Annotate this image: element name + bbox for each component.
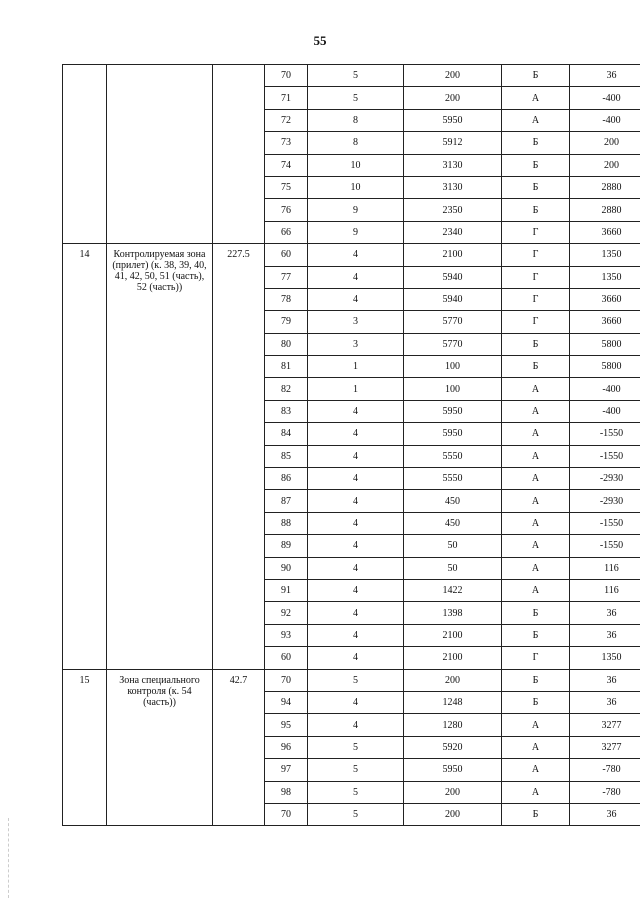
point-number: 79 <box>265 311 308 333</box>
row-letter: Б <box>502 333 570 355</box>
row-letter: А <box>502 378 570 400</box>
point-number: 98 <box>265 781 308 803</box>
coordinate-value: 1280 <box>404 714 502 736</box>
zone-area <box>213 65 265 244</box>
coordinate-value: 2100 <box>404 244 502 266</box>
row-letter: А <box>502 109 570 131</box>
axis-value: 9 <box>308 221 404 243</box>
row-letter: Г <box>502 266 570 288</box>
point-number: 80 <box>265 333 308 355</box>
coordinate-value: 1398 <box>404 602 502 624</box>
row-letter: А <box>502 535 570 557</box>
axis-value: 4 <box>308 557 404 579</box>
axis-value: 8 <box>308 109 404 131</box>
row-letter: А <box>502 781 570 803</box>
point-number: 70 <box>265 65 308 87</box>
point-number: 83 <box>265 400 308 422</box>
axis-value: 4 <box>308 423 404 445</box>
offset-value: 1350 <box>570 647 640 669</box>
offset-value: 3277 <box>570 736 640 758</box>
table-row <box>63 669 640 691</box>
coordinate-value: 200 <box>404 65 502 87</box>
offset-value: 36 <box>570 803 640 825</box>
axis-value: 5 <box>308 65 404 87</box>
point-number: 94 <box>265 691 308 713</box>
point-number: 97 <box>265 759 308 781</box>
axis-value: 10 <box>308 154 404 176</box>
coordinate-value: 5940 <box>404 288 502 310</box>
row-letter: Г <box>502 221 570 243</box>
coordinate-value: 1422 <box>404 579 502 601</box>
zone-coordinates-table <box>62 64 640 826</box>
zone-number: 15 <box>63 669 107 826</box>
axis-value: 1 <box>308 356 404 378</box>
axis-value: 4 <box>308 691 404 713</box>
offset-value: 2880 <box>570 199 640 221</box>
axis-value: 5 <box>308 736 404 758</box>
point-number: 72 <box>265 109 308 131</box>
offset-value: -400 <box>570 109 640 131</box>
axis-value: 5 <box>308 759 404 781</box>
point-number: 87 <box>265 490 308 512</box>
axis-value: 4 <box>308 445 404 467</box>
row-letter: А <box>502 87 570 109</box>
row-letter: Г <box>502 288 570 310</box>
coordinate-value: 5770 <box>404 333 502 355</box>
zone-description: Контролируемая зона (прилет) (к. 38, 39, 40, 41, 42, 50, 51 (часть), 52 (часть)) <box>107 244 213 669</box>
point-number: 96 <box>265 736 308 758</box>
offset-value: -400 <box>570 87 640 109</box>
point-number: 70 <box>265 669 308 691</box>
offset-value: 5800 <box>570 356 640 378</box>
coordinate-value: 450 <box>404 512 502 534</box>
axis-value: 4 <box>308 624 404 646</box>
zone-description: Зона специального контроля (к. 54 (часть)) <box>107 669 213 826</box>
point-number: 95 <box>265 714 308 736</box>
axis-value: 4 <box>308 647 404 669</box>
row-letter: Б <box>502 176 570 198</box>
coordinate-value: 5950 <box>404 109 502 131</box>
zone-area: 42.7 <box>213 669 265 826</box>
offset-value: -1550 <box>570 445 640 467</box>
coordinate-value: 50 <box>404 557 502 579</box>
point-number: 84 <box>265 423 308 445</box>
axis-value: 4 <box>308 579 404 601</box>
point-number: 70 <box>265 803 308 825</box>
offset-value: -400 <box>570 400 640 422</box>
row-letter: Б <box>502 154 570 176</box>
coordinate-value: 5920 <box>404 736 502 758</box>
offset-value: 36 <box>570 624 640 646</box>
row-letter: Б <box>502 199 570 221</box>
point-number: 88 <box>265 512 308 534</box>
axis-value: 4 <box>308 244 404 266</box>
offset-value: 116 <box>570 557 640 579</box>
point-number: 90 <box>265 557 308 579</box>
coordinate-value: 450 <box>404 490 502 512</box>
axis-value: 4 <box>308 602 404 624</box>
row-letter: Б <box>502 624 570 646</box>
coordinate-value: 200 <box>404 87 502 109</box>
row-letter: А <box>502 445 570 467</box>
point-number: 78 <box>265 288 308 310</box>
row-letter: А <box>502 714 570 736</box>
row-letter: Г <box>502 311 570 333</box>
point-number: 60 <box>265 244 308 266</box>
point-number: 81 <box>265 356 308 378</box>
point-number: 71 <box>265 87 308 109</box>
coordinate-value: 5950 <box>404 400 502 422</box>
axis-value: 9 <box>308 199 404 221</box>
point-number: 60 <box>265 647 308 669</box>
coordinate-value: 200 <box>404 781 502 803</box>
point-number: 73 <box>265 132 308 154</box>
row-letter: Б <box>502 669 570 691</box>
coordinate-value: 100 <box>404 378 502 400</box>
scan-artifact <box>8 818 10 898</box>
table-body <box>63 65 640 826</box>
offset-value: 200 <box>570 154 640 176</box>
offset-value: 36 <box>570 65 640 87</box>
axis-value: 4 <box>308 468 404 490</box>
zone-number: 14 <box>63 244 107 669</box>
point-number: 77 <box>265 266 308 288</box>
axis-value: 4 <box>308 512 404 534</box>
row-letter: Г <box>502 647 570 669</box>
offset-value: 200 <box>570 132 640 154</box>
coordinate-value: 2100 <box>404 624 502 646</box>
offset-value: 36 <box>570 691 640 713</box>
axis-value: 4 <box>308 400 404 422</box>
row-letter: А <box>502 579 570 601</box>
offset-value: 3277 <box>570 714 640 736</box>
offset-value: -2930 <box>570 490 640 512</box>
axis-value: 5 <box>308 87 404 109</box>
point-number: 93 <box>265 624 308 646</box>
row-letter: Б <box>502 356 570 378</box>
offset-value: 3660 <box>570 311 640 333</box>
point-number: 66 <box>265 221 308 243</box>
offset-value: 36 <box>570 669 640 691</box>
offset-value: -400 <box>570 378 640 400</box>
row-letter: А <box>502 557 570 579</box>
row-letter: Б <box>502 691 570 713</box>
row-letter: Б <box>502 602 570 624</box>
coordinate-value: 2100 <box>404 647 502 669</box>
offset-value: -1550 <box>570 512 640 534</box>
point-number: 74 <box>265 154 308 176</box>
zone-number <box>63 65 107 244</box>
offset-value: 5800 <box>570 333 640 355</box>
axis-value: 3 <box>308 311 404 333</box>
point-number: 76 <box>265 199 308 221</box>
coordinate-value: 5770 <box>404 311 502 333</box>
axis-value: 8 <box>308 132 404 154</box>
coordinate-value: 5550 <box>404 468 502 490</box>
page-number: 55 <box>313 33 327 48</box>
axis-value: 4 <box>308 266 404 288</box>
point-number: 75 <box>265 176 308 198</box>
offset-value: -1550 <box>570 535 640 557</box>
coordinate-value: 5550 <box>404 445 502 467</box>
zone-description <box>107 65 213 244</box>
coordinate-value: 200 <box>404 669 502 691</box>
row-letter: А <box>502 400 570 422</box>
point-number: 85 <box>265 445 308 467</box>
coordinate-value: 5950 <box>404 423 502 445</box>
coordinate-value: 5940 <box>404 266 502 288</box>
coordinate-value: 3130 <box>404 154 502 176</box>
row-letter: Б <box>502 132 570 154</box>
offset-value: 2880 <box>570 176 640 198</box>
coordinate-value: 200 <box>404 803 502 825</box>
coordinate-value: 2340 <box>404 221 502 243</box>
row-letter: А <box>502 423 570 445</box>
row-letter: А <box>502 468 570 490</box>
coordinate-value: 5950 <box>404 759 502 781</box>
coordinate-value: 2350 <box>404 199 502 221</box>
coordinate-value: 100 <box>404 356 502 378</box>
coordinate-value: 1248 <box>404 691 502 713</box>
offset-value: -2930 <box>570 468 640 490</box>
point-number: 86 <box>265 468 308 490</box>
row-letter: А <box>502 512 570 534</box>
axis-value: 4 <box>308 288 404 310</box>
offset-value: 116 <box>570 579 640 601</box>
table-row <box>63 244 640 266</box>
point-number: 89 <box>265 535 308 557</box>
axis-value: 4 <box>308 535 404 557</box>
axis-value: 4 <box>308 714 404 736</box>
offset-value: 1350 <box>570 244 640 266</box>
zone-area: 227.5 <box>213 244 265 669</box>
offset-value: -780 <box>570 759 640 781</box>
offset-value: 1350 <box>570 266 640 288</box>
table-row <box>63 65 640 87</box>
point-number: 82 <box>265 378 308 400</box>
axis-value: 3 <box>308 333 404 355</box>
offset-value: -780 <box>570 781 640 803</box>
point-number: 92 <box>265 602 308 624</box>
coordinate-value: 50 <box>404 535 502 557</box>
axis-value: 5 <box>308 781 404 803</box>
row-letter: А <box>502 490 570 512</box>
offset-value: 36 <box>570 602 640 624</box>
coordinate-value: 5912 <box>404 132 502 154</box>
coordinate-value: 3130 <box>404 176 502 198</box>
offset-value: 3660 <box>570 221 640 243</box>
axis-value: 5 <box>308 669 404 691</box>
axis-value: 4 <box>308 490 404 512</box>
row-letter: Б <box>502 803 570 825</box>
axis-value: 10 <box>308 176 404 198</box>
offset-value: -1550 <box>570 423 640 445</box>
row-letter: Г <box>502 244 570 266</box>
row-letter: А <box>502 759 570 781</box>
axis-value: 5 <box>308 803 404 825</box>
row-letter: А <box>502 736 570 758</box>
row-letter: Б <box>502 65 570 87</box>
axis-value: 1 <box>308 378 404 400</box>
point-number: 91 <box>265 579 308 601</box>
offset-value: 3660 <box>570 288 640 310</box>
